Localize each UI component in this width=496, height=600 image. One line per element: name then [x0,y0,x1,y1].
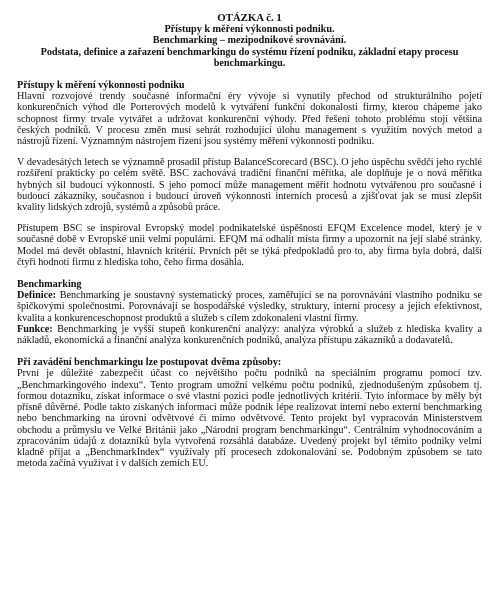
paragraph-efqm: Přístupem BSC se inspiroval Evropský model podnikatelské úspěšnosti EFQM Excelence model, který je v současné době v Evropské unii velmi populární. EFQM má odhalit místa firmy a upozornit na její slabé stránky. Model má devět oblastní, hlavních kritérií. Prvních pět se týká předpokladů pro to, aby firma byla dobrá, další čtyři hodnotí firmu z hlediska toho, čeho firma dosáhla. [17,223,482,268]
definition-text: Benchmarking je soustavný systematický proces, zaměřující se na porovnávání vlastního podniku se špičkovými společnostmi. Porovnávají se hospodářské výsledky, struktury, interní procesy a jejich efektivnost, kvalita a konkurenceschopnost produktů a služeb s cílem zdokonalení vlastní firmy. [17,290,482,324]
header-line-2: Benchmarking – mezipodnikové srovnávání. [152,35,347,47]
paragraph-function [17,324,482,346]
section-heading-benchmarking: Benchmarking [17,279,82,291]
definition-label: Definice: [17,290,57,302]
paragraph-bsc: V devadesátých letech se významně prosadil přístup BalanceScorecard (BSC). O jeho úspěchu svědčí jeho rychlé rozšíření prakticky po celém světě. BSC zachovává tradiční finanční měřítka, ale doplňuje je o nová měřítka hybných sil budoucí výkonnosti. S jeho pomocí může management měřit hodnotu vytvářenou pro současné i budoucí zákazníky, současnou i budoucí úroveň výkonnosti interních procesů a zjišťovat jak se musí zlepšit kvality lidských zdrojů, systémů a způsobů práce. [17,157,482,214]
paragraph-benchmark-index: První je důležité zabezpečit účast co největšího počtu podniků na speciálním programu pomocí tzv. „Benchmarkingového indexu“. Tento program umožní velkému počtu podniků, zjednodušeným způsobem tj. formou dotazníku, získat informace o své vlastní pozici podle jednotlivých kritérií. Tyto informace by měly být přísně důvěrné. Podle takto získaných informací může podnik lépe realizovat interní nebo externí benchmarking nebo benchmarking na úrovni odvětvové či mimo odvětvové. Tento projekt byl vypracován Ministerstvem obchodu a průmyslu ve Velké Británii jako „Národní program benchmarkingu“. Centrálním vyhodnocováním a zpracováním údajů z dotazníků byla vytvořená rozsáhlá databáze. Uvedený projekt byl těmito podniky velmi kladně přijat a „BenchmarkIndex“ využívaly při procesech zdokonalování se. Podobným způsobem se tato metoda začíná využívat i v dalších zemích EU. [17,368,482,470]
question-title: OTÁZKA č. 1 [217,12,282,24]
document-header [17,13,482,69]
section-heading-performance: Přístupy k měření výkonnosti podniku [17,80,185,92]
header-line-3: Podstata, definice a zařazení benchmarkingu do systému řízení podniku, základní etapy procesu benchmarkingu. [40,46,459,69]
paragraph-trends: Hlavní rozvojové trendy současné informační éry vývoje si vynutily přechod od strukturálního pojetí konkurenčních výhod dle Porterových modelů k vytváření funkční dokonalosti firmy, kterou chápeme jako schopnost firmy trvale vytvářet a udržovat konkurenční výhody. Před řešení tohoto problému stojí většina českých podniků. V procesu změn musí sehrát rozhodující úlohu management s využitím nových metod a nástrojů řízení. Významným nástrojem řízení jsou systémy měření výkonnosti podniku. [17,91,482,148]
header-line-1: Přístupy k měření výkonnosti podniku. [164,24,335,36]
function-label: Funkce: [17,323,53,335]
paragraph-definition [17,290,482,324]
section-heading-approaches: Při zavádění benchmarkingu lze postupovat dvěma způsoby: [17,357,282,369]
function-text: Benchmarking je vyšší stupeň konkurenční analýzy: analýza výrobků a služeb z hlediska kvality a nákladů, ekonomická a finanční analýza konkurenčních podniků, analýza přístupu zákazníků a dodavatelů. [17,323,482,347]
